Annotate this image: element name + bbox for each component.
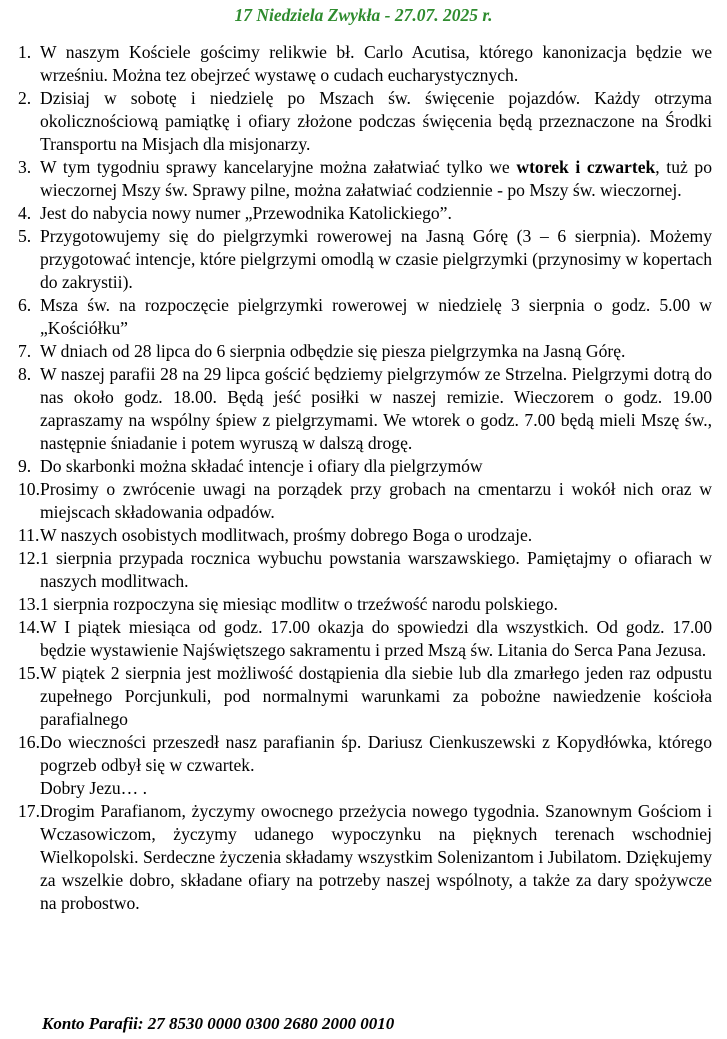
announcement-item-2 bbox=[18, 87, 712, 156]
announcement-item-14 bbox=[18, 616, 712, 662]
announcement-item-8 bbox=[18, 363, 712, 455]
announcement-item-10 bbox=[18, 478, 712, 524]
item-number: 4. bbox=[18, 203, 32, 223]
announcement-item-13 bbox=[18, 593, 712, 616]
item-text: Prosimy o zwrócenie uwagi na porządek przy grobach na cmentarzu i wokół nich oraz w miejscach składowania odpadów. bbox=[40, 479, 712, 522]
item-number: 14. bbox=[18, 617, 40, 637]
item-number: 15. bbox=[18, 663, 40, 683]
item-number: 12. bbox=[18, 548, 40, 568]
item-text: 1 sierpnia rozpoczyna się miesiąc modlitw o trzeźwość narodu polskiego. bbox=[40, 594, 558, 614]
item-number: 3. bbox=[18, 157, 32, 177]
item-number: 11. bbox=[18, 525, 40, 545]
item-text: 1 sierpnia przypada rocznica wybuchu powstania warszawskiego. Pamiętajmy o ofiarach w naszych modlitwach. bbox=[40, 548, 712, 591]
item-text: W dniach od 28 lipca do 6 sierpnia odbędzie się piesza pielgrzymka na Jasną Górę. bbox=[40, 341, 626, 361]
announcement-item-17 bbox=[18, 800, 712, 915]
item-text bbox=[40, 156, 712, 202]
announcement-item-1 bbox=[18, 41, 712, 87]
item-text: Jest do nabycia nowy numer „Przewodnika Katolickiego”. bbox=[40, 203, 452, 223]
item-number: 2. bbox=[18, 88, 32, 108]
item-text bbox=[40, 731, 712, 800]
item-text-prayer: Dobry Jezu… . bbox=[40, 778, 148, 798]
item-text-part: , tuż po wieczornej Mszy św. Sprawy pilne, można załatwiać codziennie - po Mszy św. wieczornej. bbox=[40, 157, 712, 200]
announcement-item-12 bbox=[18, 547, 712, 593]
item-number: 8. bbox=[18, 364, 32, 384]
announcement-item-5 bbox=[18, 225, 712, 294]
item-number: 17. bbox=[18, 801, 40, 821]
announcement-item-3 bbox=[18, 156, 712, 202]
item-text: Do skarbonki można składać intencje i ofiary dla pielgrzymów bbox=[40, 456, 483, 476]
item-number: 16. bbox=[18, 732, 40, 752]
item-text-part: W tym tygodniu sprawy kancelaryjne można załatwiać tylko we bbox=[40, 157, 517, 177]
item-text: Dzisiaj w sobotę i niedzielę po Mszach św. święcenie pojazdów. Każdy otrzyma okolicznościową pamiątkę i ofiary złożone podczas święcenia będą przeznaczone na Środki Transportu na Misjach dla misjonarzy. bbox=[40, 88, 712, 154]
announcement-item-7 bbox=[18, 340, 712, 363]
announcement-item-9 bbox=[18, 455, 712, 478]
announcement-item-11 bbox=[18, 524, 712, 547]
item-number: 1. bbox=[18, 42, 32, 62]
item-text: W piątek 2 sierpnia jest możliwość dostąpienia dla siebie lub dla zmarłego jeden raz odpustu zupełnego Porcjunkuli, pod normalnymi warunkami za pobożne nawiedzenie kościoła parafialnego bbox=[40, 663, 712, 729]
item-text-part: Do wieczności przeszedł nasz parafianin śp. Dariusz Cienkuszewski z Kopydłówka, którego pogrzeb odbył się w czwartek. bbox=[40, 732, 712, 775]
announcement-item-4 bbox=[18, 202, 712, 225]
announcement-item-6 bbox=[18, 294, 712, 340]
item-text: W naszych osobistych modlitwach, prośmy dobrego Boga o urodzaje. bbox=[40, 525, 533, 545]
announcement-item-16 bbox=[18, 731, 712, 800]
item-text: Msza św. na rozpoczęcie pielgrzymki rowerowej w niedzielę 3 sierpnia o godz. 5.00 w „Kościółku” bbox=[40, 295, 712, 338]
item-text: W naszym Kościele gościmy relikwie bł. Carlo Acutisa, którego kanonizacja będzie we wrześniu. Można tez obejrzeć wystawę o cudach eucharystycznych. bbox=[40, 42, 712, 85]
bulletin-title: 17 Niedziela Zwykła - 27.07. 2025 r. bbox=[234, 5, 493, 25]
item-text-bold-days: wtorek i czwartek bbox=[516, 157, 656, 177]
announcements-list bbox=[18, 41, 712, 915]
item-number: 13. bbox=[18, 594, 40, 614]
item-number: 5. bbox=[18, 226, 32, 246]
item-number: 7. bbox=[18, 341, 32, 361]
item-text: W I piątek miesiąca od godz. 17.00 okazja do spowiedzi dla wszystkich. Od godz. 17.00 będzie wystawienie Najświętszego sakramentu i przed Mszą św. Litania do Serca Pana Jezusa. bbox=[40, 617, 712, 660]
item-number: 9. bbox=[18, 456, 32, 476]
parish-account-number: Konto Parafii: 27 8530 0000 0300 2680 2000 0010 bbox=[42, 1014, 395, 1033]
item-number: 10. bbox=[18, 479, 40, 499]
item-text: Drogim Parafianom, życzymy owocnego przeżycia nowego tygodnia. Szanownym Gościom i Wczasowiczom, życzymy udanego wypoczynku na pięknych terenach wschodniej Wielkopolski. Serdeczne życzenia składamy wszystkim Solenizantom i Jubilatom. Dziękujemy za wszelkie dobro, składane ofiary na potrzeby naszej wspólnoty, a także za dary spożywcze na probostwo. bbox=[40, 801, 712, 913]
item-number: 6. bbox=[18, 295, 32, 315]
item-text: Przygotowujemy się do pielgrzymki rowerowej na Jasną Górę (3 – 6 sierpnia). Możemy przygotować intencje, które pielgrzymi omodlą w czasie pielgrzymki (przynosimy w kopertach do zakrystii). bbox=[40, 226, 712, 292]
announcement-item-15 bbox=[18, 662, 712, 731]
item-text: W naszej parafii 28 na 29 lipca gościć będziemy pielgrzymów ze Strzelna. Pielgrzymi dotrą do nas około godz. 18.00. Będą jeść posiłki w naszej remizie. Wieczorem o godz. 19.00 zapraszamy na wspólny śpiew z pielgrzymami. We wtorek o godz. 7.00 będą mieli Mszę św., następnie śniadanie i potem wyruszą w dalszą drogę. bbox=[40, 364, 712, 453]
